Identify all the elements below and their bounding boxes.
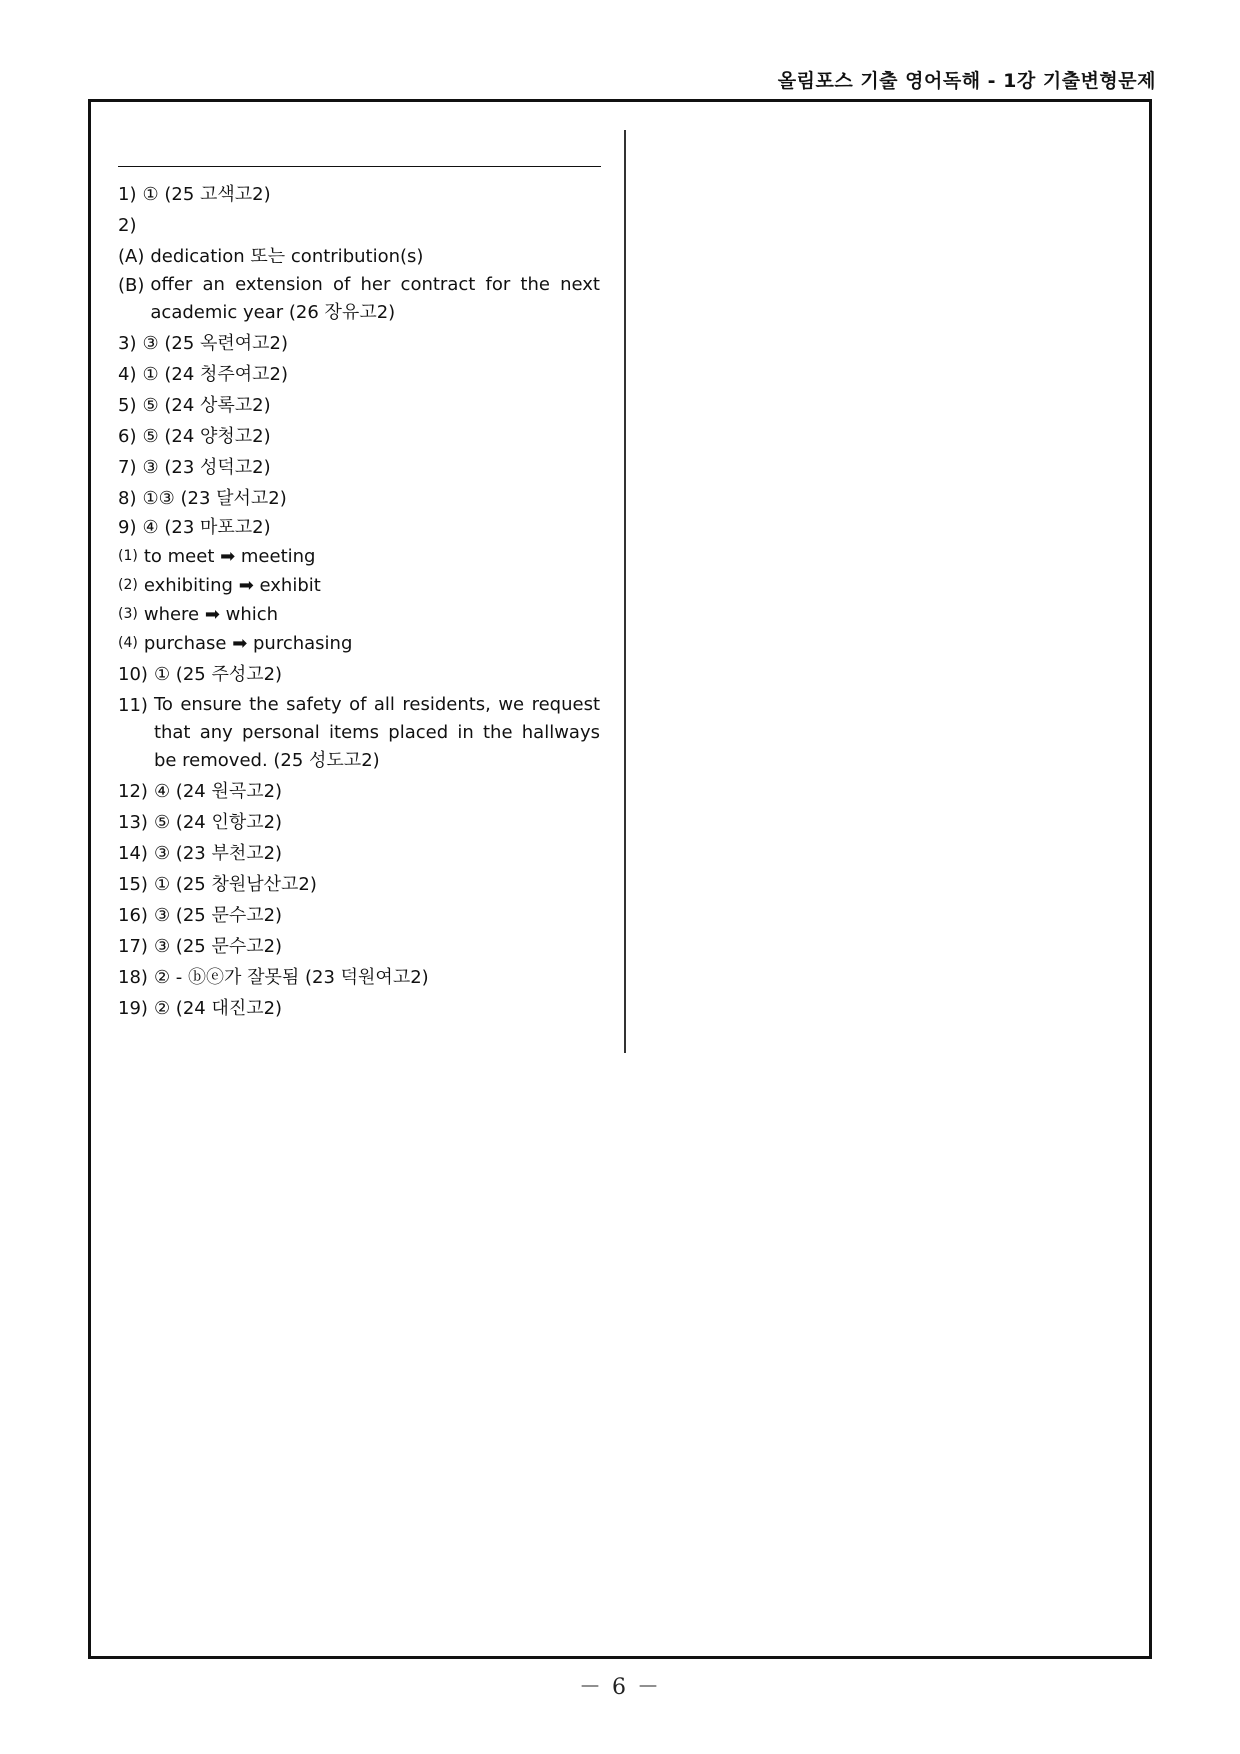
- answer-text: to meet ➡ meeting: [143, 546, 316, 567]
- answer-item: [118, 691, 600, 775]
- answer-item: [118, 994, 600, 1023]
- answer-subitem: [118, 242, 600, 271]
- answer-item: [118, 963, 600, 992]
- answer-text: ⑤ (24 상록고2): [142, 395, 271, 416]
- answer-number: 18): [118, 967, 148, 988]
- answer-number: 10): [118, 664, 148, 685]
- answer-text: offer an extension of her contract for the next academic year (26 장유고2): [150, 274, 600, 323]
- answer-number: 15): [118, 874, 148, 895]
- answer-text: ④ (24 원곡고2): [153, 781, 283, 802]
- answer-number: (A): [118, 246, 145, 267]
- answer-number: (2): [118, 577, 138, 593]
- answer-number: 17): [118, 936, 148, 957]
- answer-number: 5): [118, 395, 137, 416]
- answer-subitem: [118, 629, 600, 658]
- answer-text: where ➡ which: [143, 604, 279, 625]
- answer-item: [118, 808, 600, 837]
- answer-number: (3): [118, 606, 138, 622]
- answer-number: 11): [118, 695, 148, 716]
- answer-item: [118, 484, 600, 513]
- answer-text: ③ (23 부천고2): [153, 843, 283, 864]
- answer-number: 19): [118, 998, 148, 1019]
- answer-text: ④ (23 마포고2): [142, 517, 271, 538]
- answer-text: ③ (25 문수고2): [153, 936, 283, 957]
- answer-item: [118, 839, 600, 868]
- answer-text: ① (25 고색고2): [142, 184, 271, 205]
- answer-item: [118, 777, 600, 806]
- answer-text: ⑤ (24 인항고2): [153, 812, 283, 833]
- answer-number: 2): [118, 215, 137, 236]
- answer-list: [118, 178, 600, 1023]
- answer-subitem: [118, 600, 600, 629]
- answer-item: [118, 513, 600, 542]
- answer-item: [118, 391, 600, 420]
- answer-number: 13): [118, 812, 148, 833]
- answer-number: 3): [118, 333, 137, 354]
- answer-item: [118, 422, 600, 451]
- answer-number: 14): [118, 843, 148, 864]
- column-top-rule: [118, 166, 601, 167]
- answer-number: 6): [118, 426, 137, 447]
- answer-text: ① (24 청주여고2): [142, 364, 289, 385]
- answer-text: ② - ⓑⓔ가 잘못됨 (23 덕원여고2): [153, 967, 429, 988]
- column-divider: [624, 130, 626, 1053]
- answer-subitem: [118, 271, 600, 327]
- answer-number: 4): [118, 364, 137, 385]
- answer-text: exhibiting ➡ exhibit: [143, 575, 321, 596]
- answer-text: dedication 또는 contribution(s): [150, 246, 424, 267]
- header-title: 올림포스 기출 영어독해 - 1강 기출변형문제: [777, 70, 1156, 92]
- answer-text: ② (24 대진고2): [153, 998, 283, 1019]
- answer-text: ⑤ (24 양청고2): [142, 426, 271, 447]
- answer-text: ① (25 주성고2): [153, 664, 283, 685]
- page-number: － 6 －: [579, 1675, 661, 1700]
- answer-number: 7): [118, 457, 137, 478]
- answer-number: 1): [118, 184, 137, 205]
- answer-item: [118, 329, 600, 358]
- answer-text: ①③ (23 달서고2): [142, 488, 287, 509]
- answer-subitem: [118, 571, 600, 600]
- answer-text: ① (25 창원남산고2): [153, 874, 317, 895]
- answer-item: [118, 932, 600, 961]
- answer-subitem: [118, 542, 600, 571]
- answer-text: ③ (23 성덕고2): [142, 457, 271, 478]
- answer-text: ③ (25 옥련여고2): [142, 333, 289, 354]
- answer-item: [118, 180, 600, 209]
- answer-item: [118, 453, 600, 482]
- answer-number: (1): [118, 548, 138, 564]
- answer-text: To ensure the safety of all residents, we request that any personal items placed in the hallways be removed. (25 성도고2): [153, 694, 600, 771]
- answer-number: 12): [118, 781, 148, 802]
- answer-number: (4): [118, 635, 138, 651]
- answer-number: 8): [118, 488, 137, 509]
- answer-text: purchase ➡ purchasing: [143, 633, 353, 654]
- answer-number: 16): [118, 905, 148, 926]
- answer-number: (B): [118, 275, 145, 296]
- answer-item: [118, 660, 600, 689]
- answer-item: [118, 211, 600, 240]
- answer-item: [118, 360, 600, 389]
- answer-text: ③ (25 문수고2): [153, 905, 283, 926]
- answer-item: [118, 870, 600, 899]
- answer-item: [118, 901, 600, 930]
- answer-number: 9): [118, 517, 137, 538]
